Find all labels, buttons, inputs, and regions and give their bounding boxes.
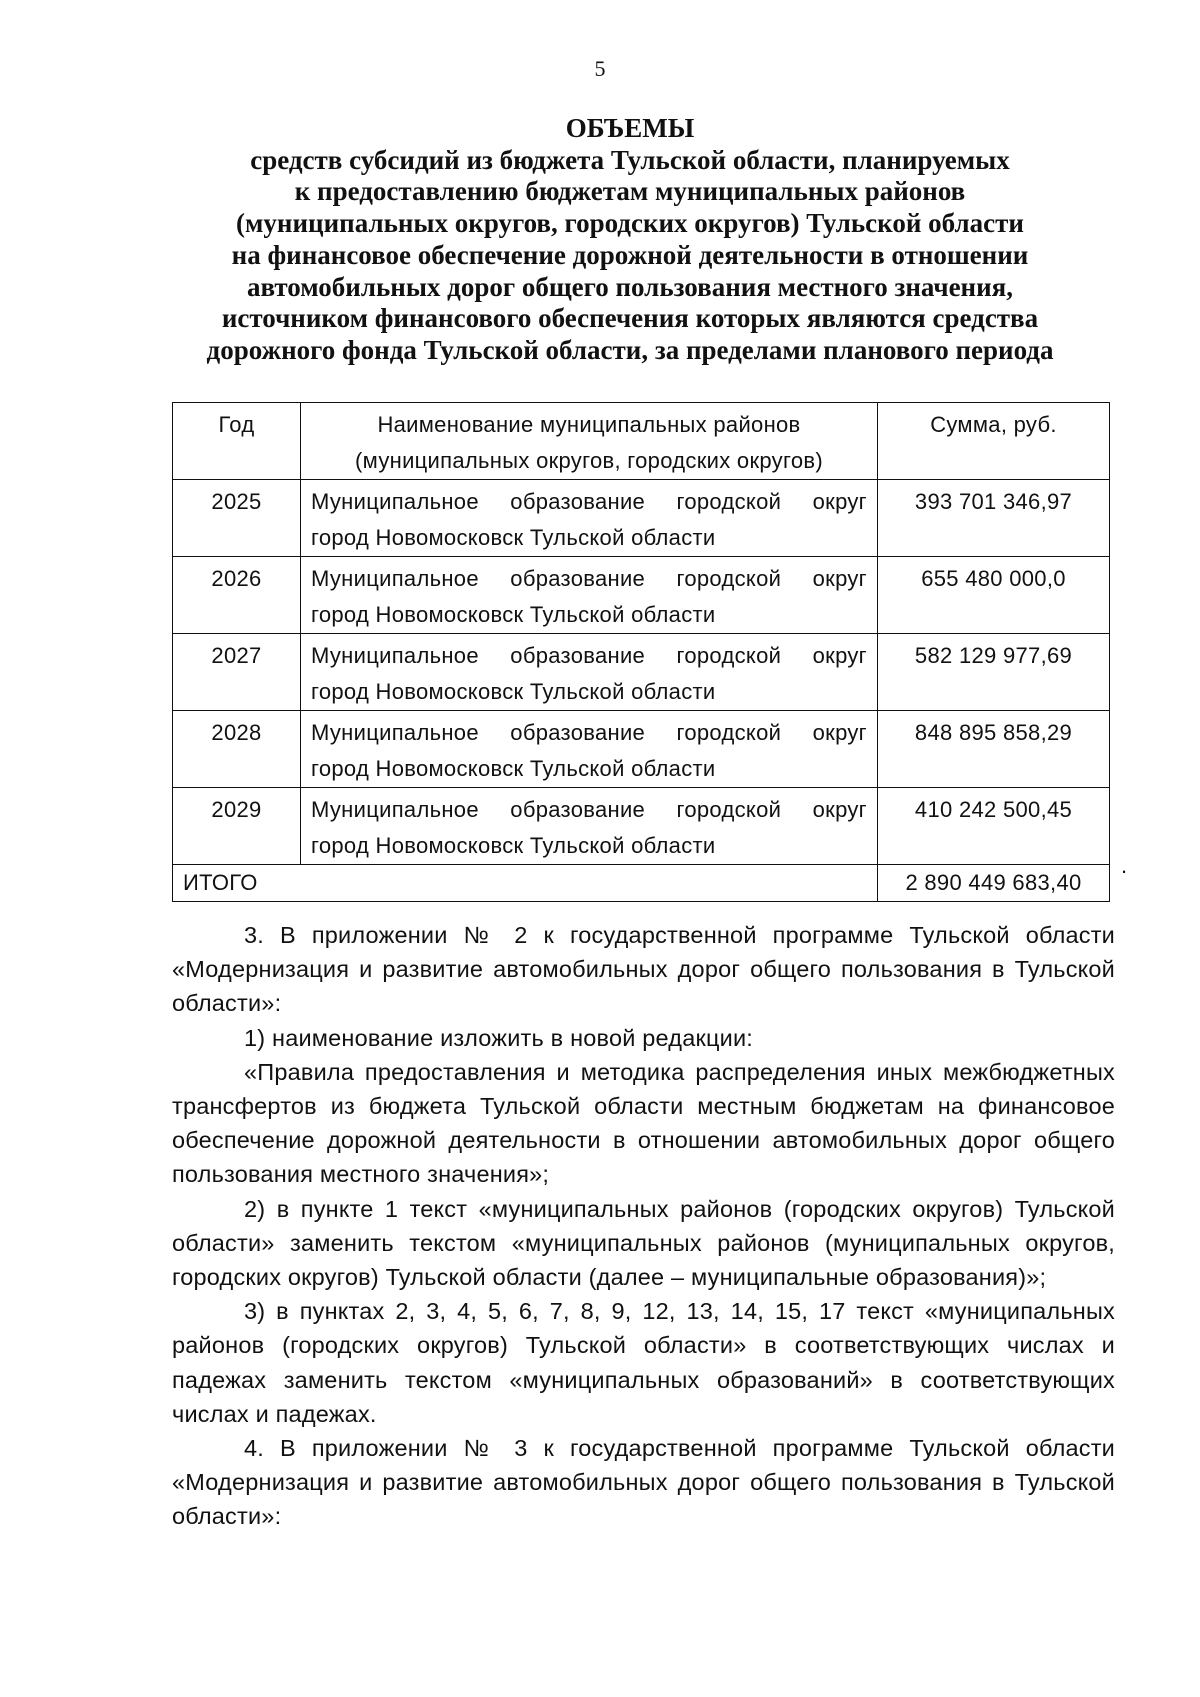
table-row	[173, 557, 1110, 634]
title-line: автомобильных дорог общего пользования местного значения,	[246, 271, 1014, 302]
total-sum: 2 890 449 683,40	[878, 865, 1110, 902]
paragraph: «Правила предоставления и методика распределения иных межбюджетных трансфертов из бюджета Тульской области местным бюджетам на финансовое обеспечение дорожной деятельности в отношении автомобильных дорог общего пользования местного значения»;	[172, 1058, 1115, 1188]
title-line: дорожного фонда Тульской области, за пределами планового периода	[206, 334, 1054, 365]
paragraph: 3) в пунктах 2, 3, 4, 5, 6, 7, 8, 9, 12, 13, 14, 15, 17 текст «муниципальных районов (городских округов) Тульской области» в соответствующих числах и падежах заменить текстом «муниципальных образований» в соответствующих числах и падежах.	[172, 1298, 1115, 1427]
row-name-line1: Муниципальное образование городской округ	[311, 489, 867, 514]
title-line: (муниципальных округов, городских округов) Тульской области	[236, 208, 1024, 239]
row-name-line1: Муниципальное образование городской округ	[311, 720, 867, 745]
row-year: 2029	[173, 788, 301, 865]
table-total-row	[173, 865, 1110, 902]
subsidy-table	[172, 402, 1110, 902]
row-name-line2: город Новомосковск Тульской области	[311, 679, 716, 704]
row-sum: 655 480 000,0	[878, 557, 1110, 634]
header-sum: Сумма, руб.	[878, 403, 1110, 480]
header-year: Год	[173, 403, 301, 480]
row-year: 2026	[173, 557, 301, 634]
row-sum: 582 129 977,69	[878, 634, 1110, 711]
row-name-line2: город Новомосковск Тульской области	[311, 833, 716, 858]
page-number: 5	[594, 56, 606, 81]
header-name	[301, 403, 878, 480]
total-label: ИТОГО	[173, 865, 878, 902]
row-year: 2025	[173, 480, 301, 557]
title-line: источником финансового обеспечения которых являются средства	[221, 303, 1039, 334]
row-year: 2027	[173, 634, 301, 711]
row-name-line1: Муниципальное образование городской округ	[311, 566, 867, 591]
table-closing-mark: .	[1121, 853, 1128, 878]
title-line: к предоставлению бюджетам муниципальных районов	[294, 176, 966, 207]
row-name-line1: Муниципальное образование городской округ	[311, 643, 867, 668]
row-name	[301, 711, 878, 788]
row-name	[301, 634, 878, 711]
row-name-line2: город Новомосковск Тульской области	[311, 602, 716, 627]
row-name-line2: город Новомосковск Тульской области	[311, 525, 716, 550]
row-name-line1: Муниципальное образование городской округ	[311, 797, 867, 822]
body-text	[172, 918, 1115, 1534]
table-header-row	[173, 403, 1110, 480]
header-name-line1: Наименование муниципальных районов	[377, 412, 801, 437]
title-line: на финансовое обеспечение дорожной деятельности в отношении	[231, 239, 1029, 270]
header-name-line2: (муниципальных округов, городских округов)	[355, 448, 823, 473]
paragraph: 2) в пункте 1 текст «муниципальных районов (городских округов) Тульской области» заменить текстом «муниципальных районов (муниципальных округов, городских округов) Тульской области (далее – муниципальные образования)»;	[172, 1195, 1115, 1291]
document-title	[150, 113, 1110, 367]
title-line: средств субсидий из бюджета Тульской области, планируемых	[250, 144, 1010, 175]
table-row	[173, 634, 1110, 711]
paragraph: 4. В приложении № 3 к государственной программе Тульской области «Модернизация и развитие автомобильных дорог общего пользования в Тульской области»:	[172, 1435, 1115, 1530]
table-row	[173, 788, 1110, 865]
title-heading: ОБЪЕМЫ	[565, 113, 695, 143]
paragraph: 3. В приложении № 2 к государственной программе Тульской области «Модернизация и развитие автомобильных дорог общего пользования в Тульской области»:	[172, 922, 1115, 1017]
row-name	[301, 557, 878, 634]
table-row	[173, 480, 1110, 557]
row-sum: 410 242 500,45	[878, 788, 1110, 865]
row-sum: 393 701 346,97	[878, 480, 1110, 557]
row-name	[301, 480, 878, 557]
row-year: 2028	[173, 711, 301, 788]
paragraph: 1) наименование изложить в новой редакции:	[244, 1024, 754, 1051]
row-name	[301, 788, 878, 865]
table-row	[173, 711, 1110, 788]
row-name-line2: город Новомосковск Тульской области	[311, 756, 716, 781]
row-sum: 848 895 858,29	[878, 711, 1110, 788]
